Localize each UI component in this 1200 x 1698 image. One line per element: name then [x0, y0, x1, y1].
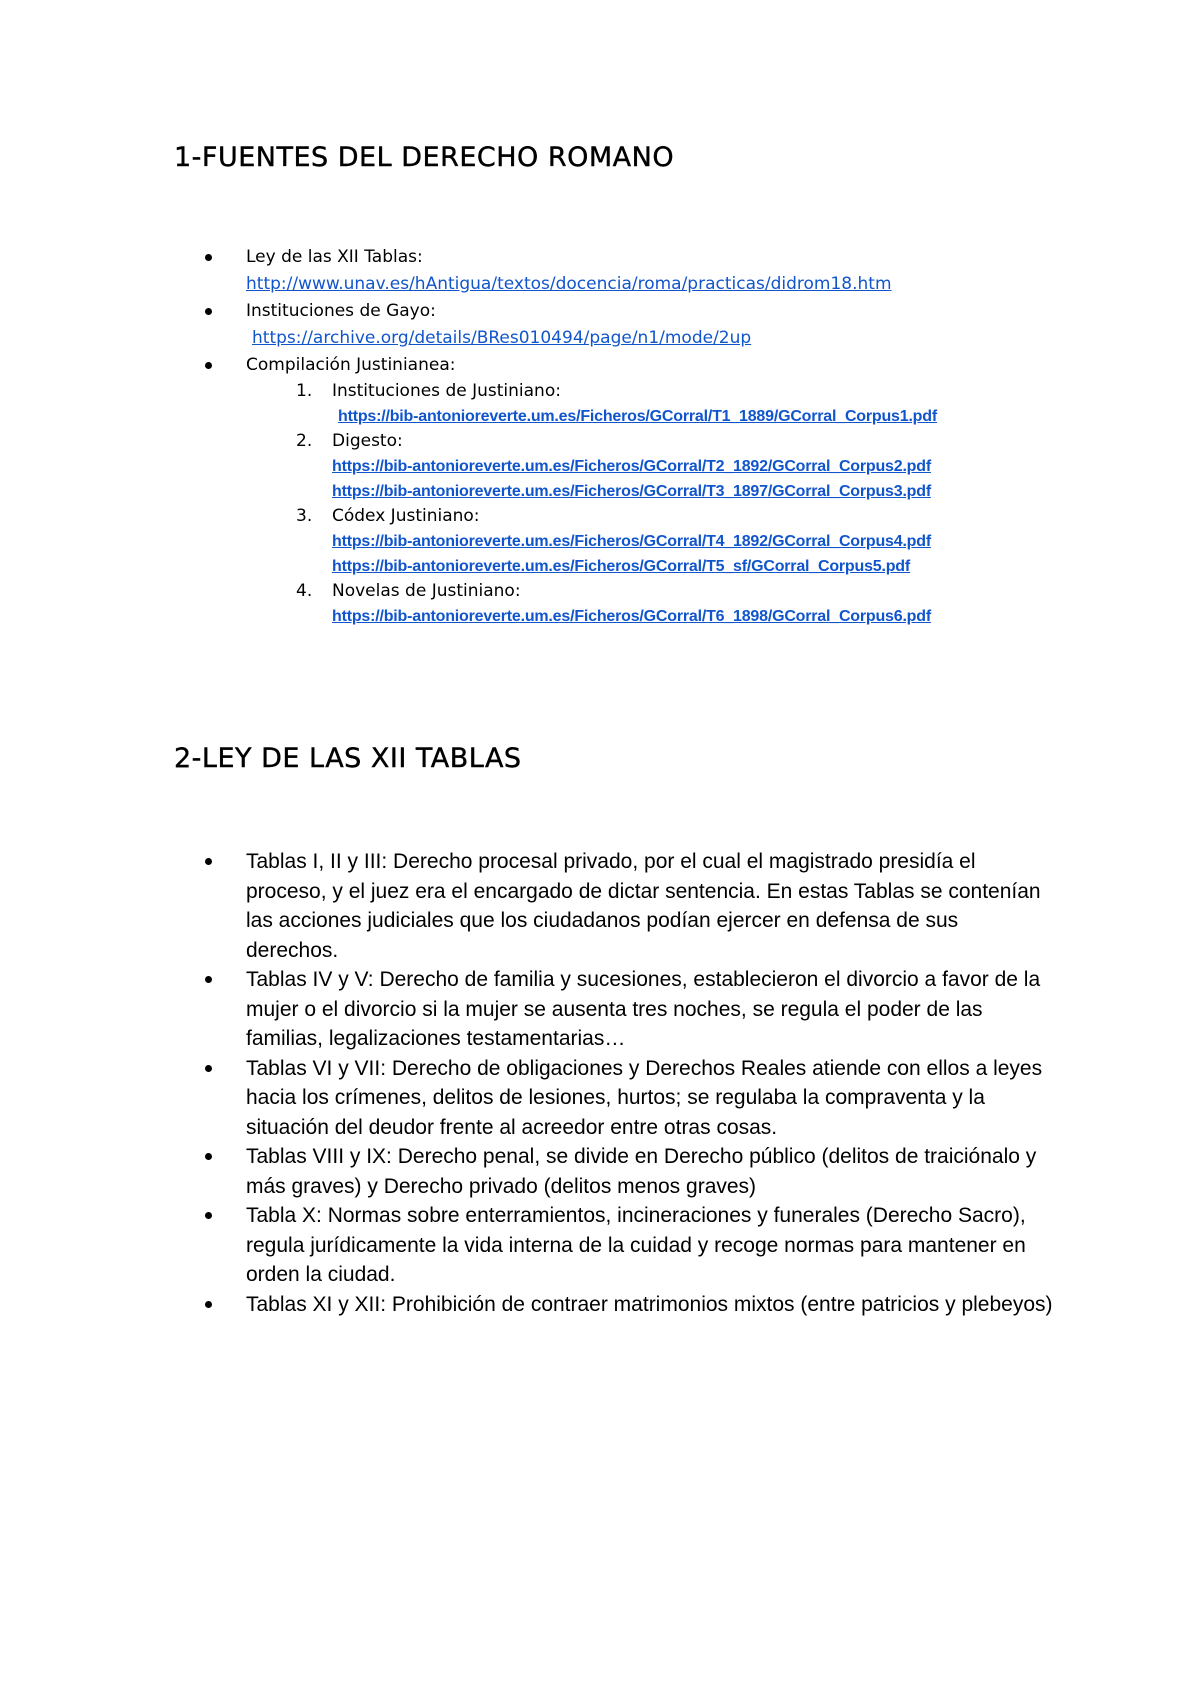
- sublist-number: 4.: [296, 581, 313, 601]
- link-corpus6-pdf[interactable]: https://bib-antonioreverte.um.es/Ficheros/GCorral/T6_1898/GCorral_Corpus6.pdf: [332, 608, 931, 625]
- link-archive-gayo[interactable]: https://archive.org/details/BRes010494/page/n1/mode/2up: [252, 328, 752, 348]
- link-corpus2-pdf[interactable]: https://bib-antonioreverte.um.es/Ficheros/GCorral/T2_1892/GCorral_Corpus2.pdf: [332, 458, 931, 475]
- tablas-list: [174, 847, 1054, 1319]
- sublist-label: Digesto:: [332, 431, 403, 451]
- link-corpus3-pdf[interactable]: https://bib-antonioreverte.um.es/Ficheros/GCorral/T3_1897/GCorral_Corpus3.pdf: [332, 483, 931, 500]
- compilacion-sublist: [246, 379, 1074, 629]
- list-item-compilacion: [174, 352, 1074, 629]
- sublist-item-novelas: [246, 579, 1074, 629]
- link-corpus5-pdf[interactable]: https://bib-antonioreverte.um.es/Ficheros/GCorral/T5_sf/GCorral_Corpus5.pdf: [332, 558, 910, 575]
- list-item-tablas-viii-ix: Tablas VIII y IX: Derecho penal, se divide en Derecho público (delitos de traiciónalo y más graves) y Derecho privado (delitos menos graves): [174, 1142, 1054, 1201]
- item-label: Instituciones de Gayo:: [246, 301, 436, 321]
- sublist-item-codex: [246, 504, 1074, 579]
- sublist-label: Instituciones de Justiniano:: [332, 381, 561, 401]
- item-label: Compilación Justinianea:: [246, 355, 456, 375]
- sublist-label: Códex Justiniano:: [332, 506, 480, 526]
- sublist-item-digesto: [246, 429, 1074, 504]
- sublist-item-instituciones: [246, 379, 1074, 429]
- section-title-xii-tablas: 2-LEY DE LAS XII TABLAS: [174, 743, 522, 774]
- list-item-tablas-xi-xii: Tablas XI y XII: Prohibición de contraer matrimonios mixtos (entre patricios y plebeyos): [174, 1290, 1054, 1320]
- section-title-fuentes: 1-FUENTES DEL DERECHO ROMANO: [174, 142, 675, 173]
- link-unav-xii-tablas[interactable]: http://www.unav.es/hAntigua/textos/docencia/roma/practicas/didrom18.htm: [246, 274, 892, 294]
- link-corpus4-pdf[interactable]: https://bib-antonioreverte.um.es/Ficheros/GCorral/T4_1892/GCorral_Corpus4.pdf: [332, 533, 931, 550]
- sublist-number: 1.: [296, 381, 313, 401]
- list-item-tablas-vi-vii: Tablas VI y VII: Derecho de obligaciones y Derechos Reales atiende con ellos a leyes hacia los crímenes, delitos de lesiones, hurtos; se regulaba la compraventa y la situación del deudor frente al acreedor entre otras cosas.: [174, 1054, 1054, 1143]
- item-label: Ley de las XII Tablas:: [246, 247, 423, 267]
- sublist-number: 3.: [296, 506, 313, 526]
- list-item-tablas-iv-v: Tablas IV y V: Derecho de familia y sucesiones, establecieron el divorcio a favor de la mujer o el divorcio si la mujer se ausenta tres noches, se regula el poder de las familias, legalizaciones testamentarias…: [174, 965, 1054, 1054]
- list-item-tablas-i-iii: Tablas I, II y III: Derecho procesal privado, por el cual el magistrado presidía el proceso, y el juez era el encargado de dictar sentencia. En estas Tablas se contenían las acciones judiciales que los ciudadanos podían ejercer en defensa de sus derechos.: [174, 847, 1054, 965]
- list-item-gayo: [174, 298, 1074, 352]
- sublist-number: 2.: [296, 431, 313, 451]
- list-item-ley-xii-tablas: [174, 244, 1074, 298]
- list-item-tabla-x: Tabla X: Normas sobre enterramientos, incineraciones y funerales (Derecho Sacro), regula jurídicamente la vida interna de la cuidad y recoge normas para mantener en orden la ciudad.: [174, 1201, 1054, 1290]
- sublist-label: Novelas de Justiniano:: [332, 581, 521, 601]
- sources-list: [174, 244, 1074, 629]
- link-corpus1-pdf[interactable]: https://bib-antonioreverte.um.es/Ficheros/GCorral/T1_1889/GCorral_Corpus1.pdf: [338, 408, 937, 425]
